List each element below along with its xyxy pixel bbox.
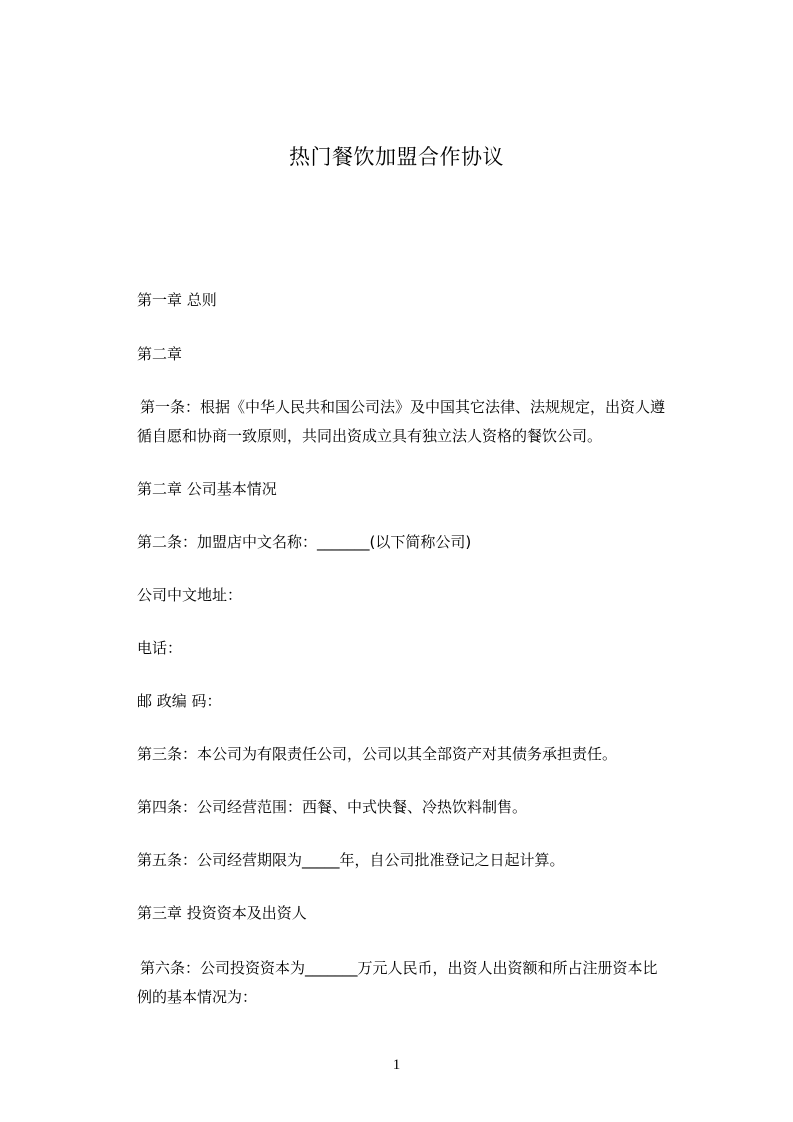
page-number: 1 [392,1057,401,1073]
chapter-heading-2: 第二章 [137,345,183,363]
company-address-label: 公司中文地址： [137,586,243,604]
phone-label: 电话： [137,639,183,657]
article-3: 第三条：本公司为有限责任公司，公司以其全部资产对其债务承担责任。 [137,745,618,763]
chapter-heading-1: 第一章 总则 [137,291,217,309]
chapter-heading-investment: 第三章 投资资本及出资人 [137,904,307,922]
article-1-line-1: 第一条：根据《中华人民共和国公司法》及中国其它法律、法规规定，出资人遵 [140,398,666,416]
article-5: 第五条：公司经营期限为_____年，自公司批准登记之日起计算。 [137,851,565,869]
article-6-line-1: 第六条：公司投资资本为_______万元人民币，出资人出资额和所占注册资本比 [140,959,658,977]
document-title: 热门餐饮加盟合作协议 [289,145,504,169]
article-1-line-2: 循自愿和协商一致原则，共同出资成立具有独立法人资格的餐饮公司。 [137,427,603,445]
postal-code-label: 邮 政编 码： [137,692,222,710]
article-6-line-2: 例的基本情况为： [137,988,258,1006]
chapter-heading-company-info: 第二章 公司基本情况 [137,480,277,498]
article-4: 第四条：公司经营范围：西餐、中式快餐、冷热饮料制售。 [137,798,528,816]
article-2: 第二条：加盟店中文名称：_______(以下简称公司) [137,533,472,551]
